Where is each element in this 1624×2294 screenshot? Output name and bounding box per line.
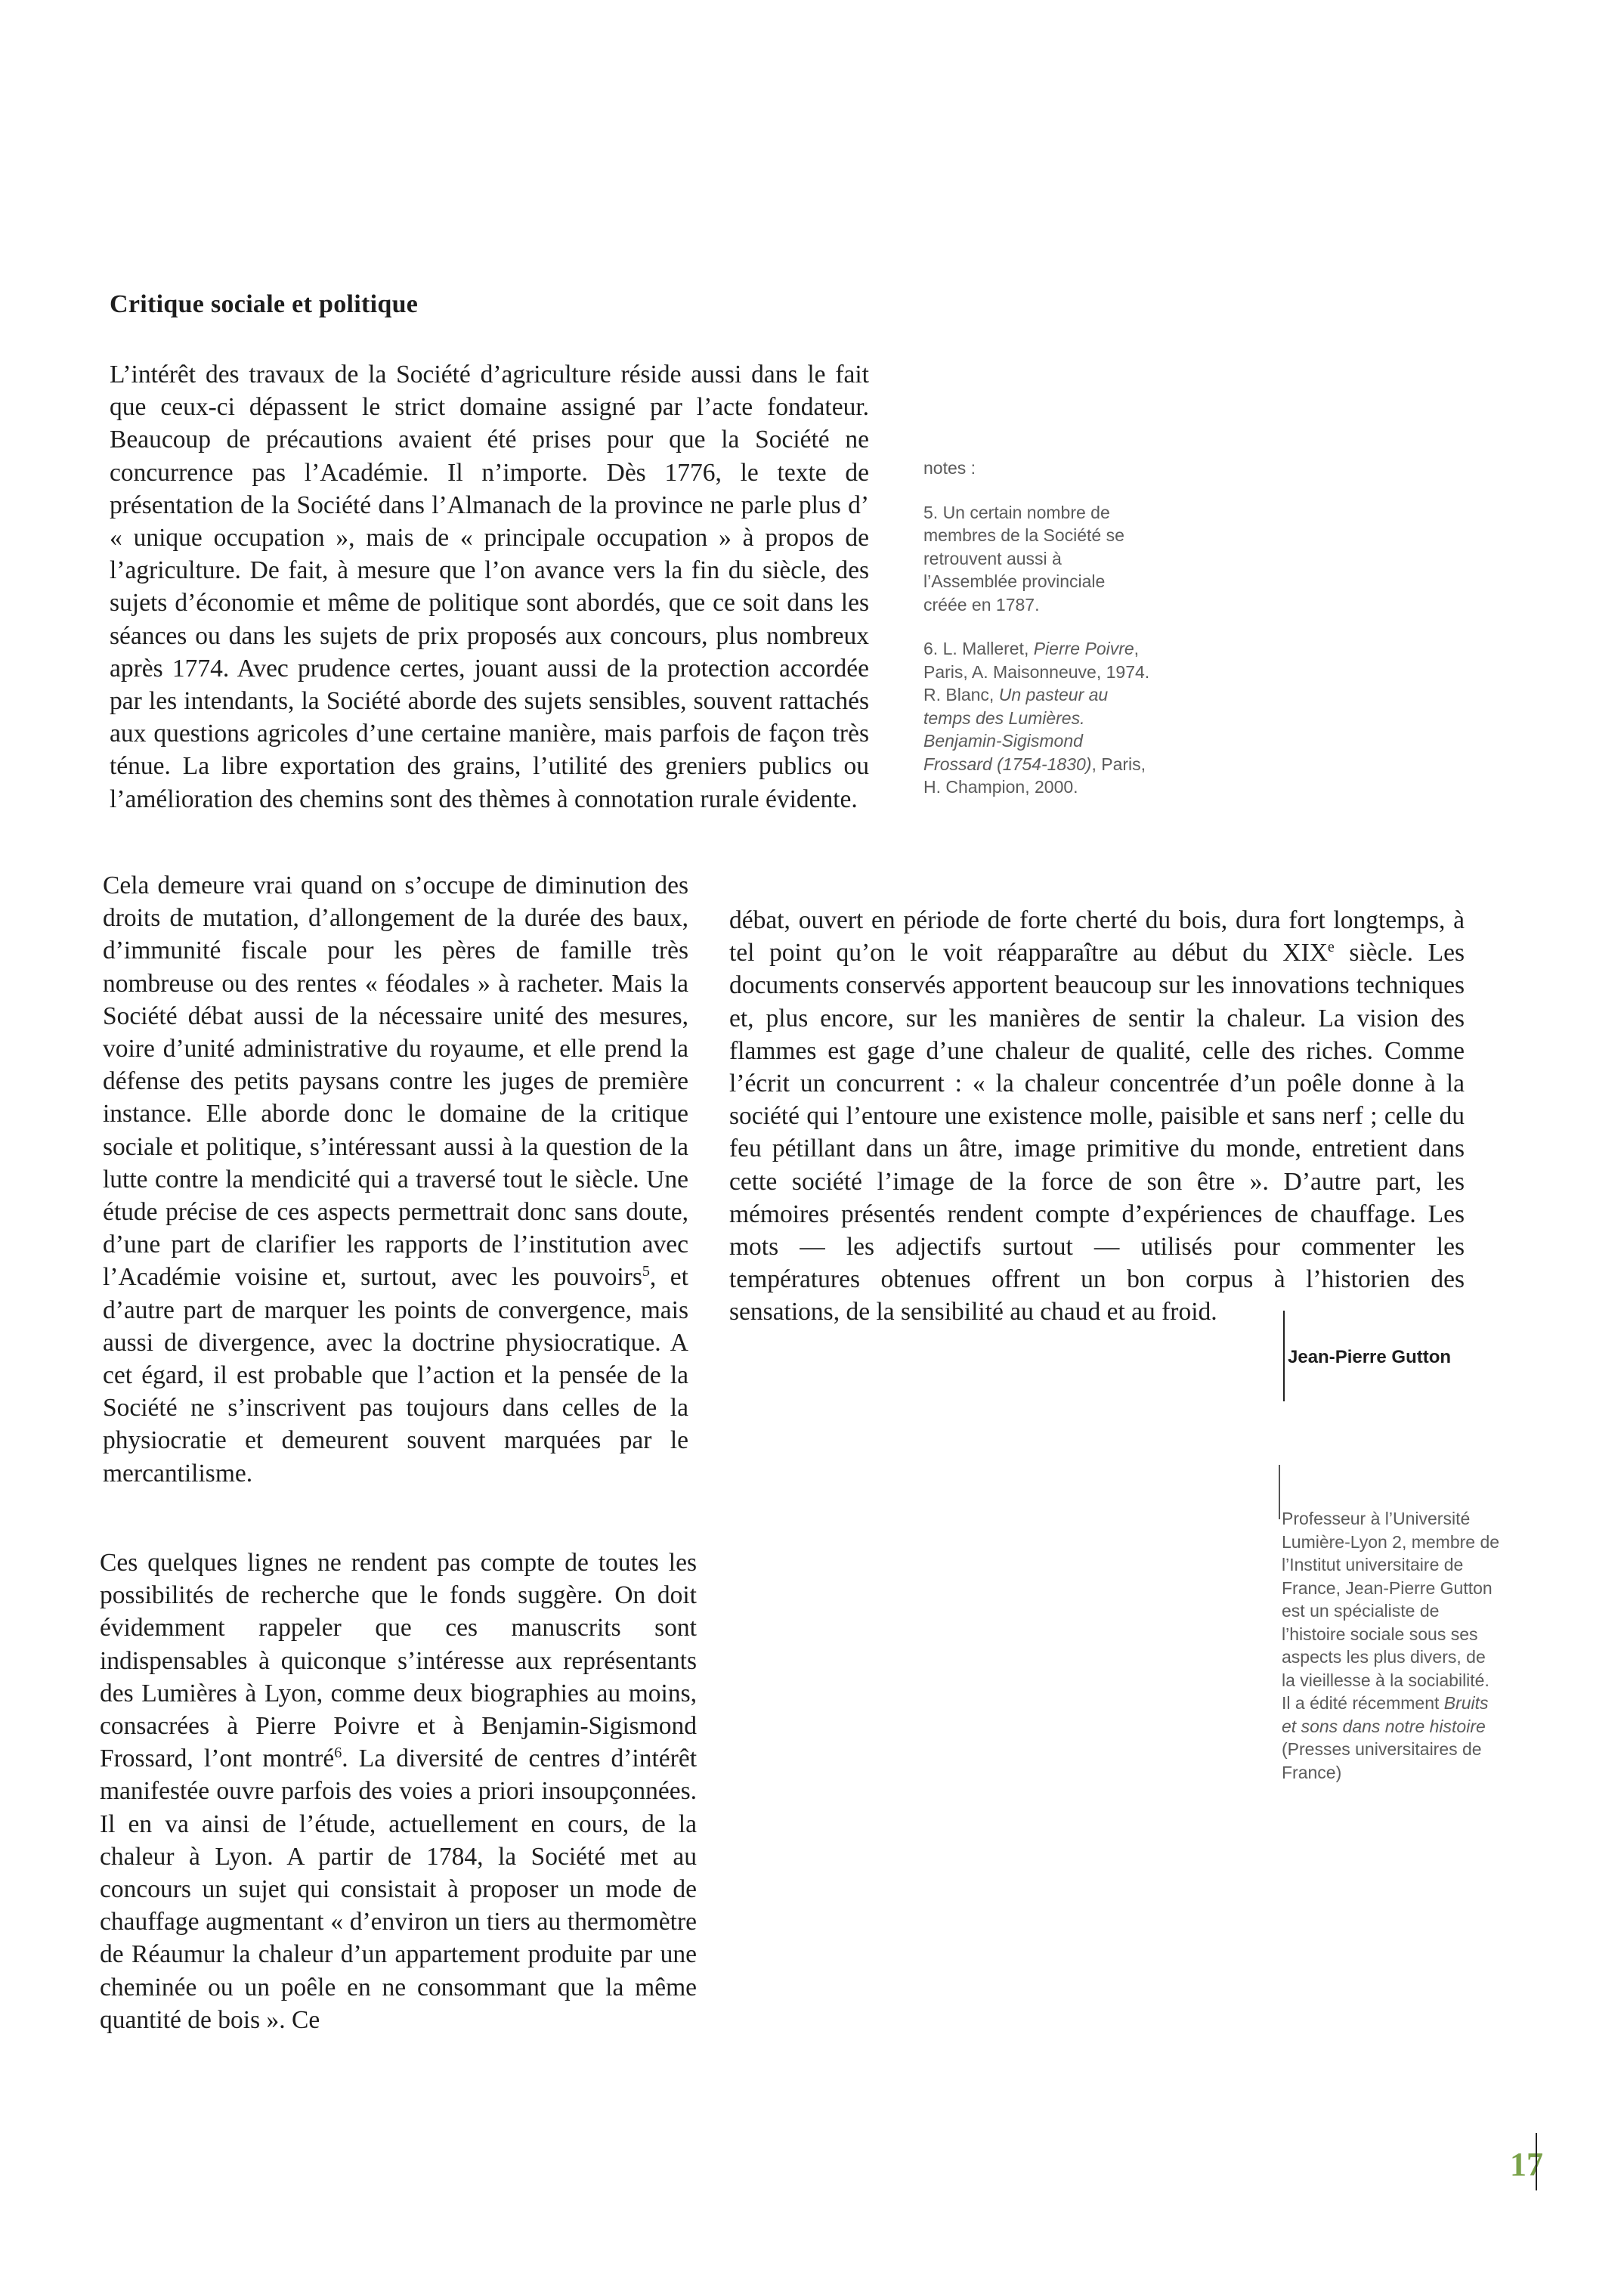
- author-signature: Jean-Pierre Gutton: [1288, 1347, 1452, 1367]
- margin-notes: [923, 457, 1150, 820]
- page-number: 17: [1510, 2146, 1543, 2183]
- bio-book-title: Bruits et sons dans notre histoire: [1282, 1693, 1489, 1736]
- body-paragraph-intro: [110, 358, 869, 816]
- paragraph-text: [729, 904, 1465, 1329]
- note-title: Pierre Poivre: [1033, 639, 1134, 658]
- text-span: débat, ouvert en période de forte cherté du bois, dura fort longtemps, à tel point qu’on le voit réapparaître au début du XIX: [729, 906, 1465, 967]
- body-paragraph-critique: [103, 869, 688, 1490]
- footnote-ref-5: 5: [642, 1263, 650, 1280]
- text-span: Cela demeure vrai quand on s’occupe de diminution des droits de mutation, d’allongement de la durée des baux, d’immunité fiscale pour les pères de famille très nombreuse ou des rentes « féodales » à racheter. Mais la Société débat aussi de la nécessaire unité des mesures, voire d’unité administrative du royaume, et elle prend la défense des petits paysans contre les juges de première instance. Elle aborde donc le domaine de la critique sociale et politique, s’intéressant aussi à la question de la lutte contre la mendicité qui a traversé tout le siècle. Une étude précise de ces aspects permettrait donc sans doute, d’une part de clarifier les rapports de l’institution avec l’Académie voisine et, surtout, avec les pouvoirs: [103, 871, 688, 1292]
- body-paragraph-chaleur: [729, 904, 1465, 1329]
- note-5: 5. Un certain nombre de membres de la Société se retrouvent aussi à l’Assemblée provinciale créée en 1787.: [923, 502, 1124, 615]
- body-paragraph-research: [100, 1546, 697, 2036]
- bio-text: (Presses universitaires de France): [1282, 1739, 1482, 1782]
- note-text: , Paris, H. Champion, 2000.: [923, 754, 1146, 797]
- text-span: . La diversité de centres d’intérêt manifestée ouvre parfois des voies a priori insoupçonnées. Il en va ainsi de l’étude, actuellement en cours, de la chaleur à Lyon. A partir de 1784, la Société met au concours un sujet qui consistait à proposer un mode de chauffage augmentant « d’environ un tiers au thermomètre de Réaumur la chaleur d’un appartement produite par une cheminée ou un poêle en ne consommant que la même quantité de bois ». Ce: [100, 1744, 697, 2034]
- paragraph-text: [103, 869, 688, 1490]
- superscript-e: e: [1327, 939, 1335, 956]
- page-number-rule: [1536, 2133, 1538, 2190]
- text-span: , et d’autre part de marquer les points de convergence, mais aussi de divergence, avec la doctrine physiocratique. A cet égard, il est probable que l’action et la pensée de la Société ne s’inscrivent pas toujours dans celles de la physiocratie et demeurent souvent marquées par le mercantilisme.: [103, 1263, 688, 1488]
- note-text: , Paris, A. Maisonneuve, 1974. R. Blanc,: [923, 639, 1150, 704]
- note-text: 6. L. Malleret,: [923, 639, 1034, 658]
- footnote-ref-6: 6: [334, 1744, 342, 1762]
- text-span: siècle. Les documents conservés apportent beaucoup sur les innovations techniques et, plus encore, sur les manières de sentir la chaleur. La vision des flammes est gage d’une chaleur de qualité, celle des riches. Comme l’écrit un concurrent : « la chaleur concentrée d’un poêle donne à la société qui l’entoure une existence molle, paisible et sans nerf ; celle du feu pétillant dans un âtre, image primitive du monde, entretient dans cette société l’image de la force de son être ». D’autre part, les mémoires présentés rendent compte d’expériences de chauffage. Les mots — les adjectifs surtout — utilisés pour commenter les températures obtenues offrent un bon corpus à l’historien des sensations, de la sensibilité au chaud et au froid.: [729, 939, 1465, 1327]
- bio-rule: [1279, 1465, 1281, 1519]
- bio-text: Professeur à l’Université Lumière-Lyon 2, membre de l’Institut universitaire de France, Jean-Pierre Gutton est un spécialiste de l’histoire sociale sous ses aspects les plus divers, de la vieillesse à la sociabilité. Il a édité récemment: [1282, 1509, 1500, 1713]
- note-title: Un pasteur au temps des Lumières. Benjamin-Sigismond Frossard (1754-1830): [923, 685, 1109, 774]
- author-bio: [1282, 1507, 1501, 1784]
- notes-label: notes :: [923, 458, 976, 478]
- author-rule: [1283, 1311, 1285, 1401]
- note-6: [923, 637, 1150, 799]
- paragraph-text: L’intérêt des travaux de la Société d’agriculture réside aussi dans le fait que ceux-ci dépassent le strict domaine assigné par l’acte fondateur. Beaucoup de précautions avaient été prises pour que la Société ne concurrence pas l’Académie. Il n’importe. Dès 1776, le texte de présentation de la Société dans l’Almanach de la province ne parle plus d’ « unique occupation », mais de « principale occupation » à propos de l’agriculture. De fait, à mesure que l’on avance vers la fin du siècle, des sujets d’économie et même de politique sont abordés, que ce soit dans les séances ou dans les sujets de prix proposés aux concours, plus nombreux après 1774. Avec prudence certes, jouant aussi de la protection accordée par les intendants, la Société aborde des sujets sensibles, souvent rattachés aux questions agricoles d’une certaine manière, mais parfois de façon très ténue. La libre exportation des grains, l’utilité des greniers publics ou l’amélioration des chemins sont des thèmes à connotation rurale évidente.: [110, 361, 869, 813]
- paragraph-text: [100, 1546, 697, 2036]
- section-heading: Critique sociale et politique: [110, 290, 419, 318]
- text-span: Ces quelques lignes ne rendent pas compte de toutes les possibilités de recherche que le fonds suggère. On doit évidemment rappeler que ces manuscrits sont indispensables à quiconque s’intéresse aux représentants des Lumières à Lyon, comme deux biographies au moins, consacrées à Pierre Poivre et à Benjamin-Sigismond Frossard, l’ont montré: [100, 1549, 697, 1773]
